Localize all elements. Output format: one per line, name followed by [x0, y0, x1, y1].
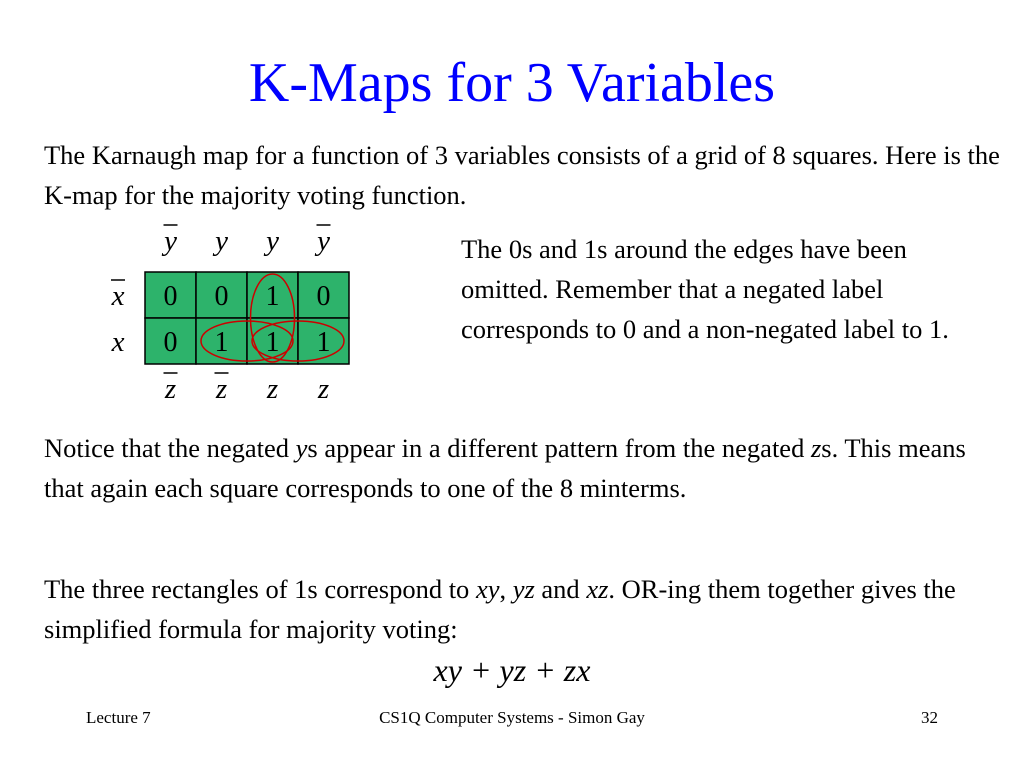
kmap-row-label: x: [111, 326, 125, 358]
edge-note-paragraph: The 0s and 1s around the edges have been omitted. Remember that a negated label corresponds to 0 and a non-negated label to 1.: [461, 234, 949, 344]
kmap-col-bottom-label: z: [317, 373, 330, 405]
notice-var-z: z: [810, 433, 822, 463]
kmap-cell-value: 1: [265, 281, 280, 312]
rect-sep-1: ,: [499, 574, 513, 604]
notice-paragraph: [44, 428, 984, 508]
kmap-cell-value: 1: [316, 327, 331, 358]
intro-paragraph: The Karnaugh map for a function of 3 variables consists of a grid of 8 squares. Here is the K-map for the majority voting function.: [44, 140, 1000, 210]
kmap-col-top-label: y: [215, 225, 228, 257]
rect-sep-2: and: [534, 574, 587, 604]
notice-text-1: Notice that the negated: [44, 433, 296, 463]
kmap-cell-value: 0: [316, 281, 331, 312]
footer-course: CS1Q Computer Systems - Simon Gay: [379, 708, 645, 727]
rect-text-1: The three rectangles of 1s correspond to: [44, 574, 476, 604]
kmap-cell-value: 1: [265, 327, 280, 358]
slide-title: K-Maps for 3 Variables: [248, 52, 776, 114]
notice-var-y: y: [295, 433, 308, 463]
footer-page-number: 32: [921, 708, 938, 727]
kmap-col-top-label: y: [266, 225, 279, 257]
kmap-cell-value: 0: [163, 327, 178, 358]
kmap-col-bottom-label: z: [215, 373, 228, 405]
majority-formula: xy + yz + zx: [433, 652, 591, 688]
kmap-col-top-label: y: [317, 225, 330, 257]
notice-text-2: s appear in a different pattern from the negated: [307, 433, 811, 463]
kmap-cell-value: 0: [214, 281, 229, 312]
term-yz: yz: [512, 574, 535, 604]
kmap-row-label: x: [111, 280, 125, 312]
term-xz: xz: [586, 574, 609, 604]
kmap-cell-value: 0: [163, 281, 178, 312]
kmap-col-top-label: y: [164, 225, 177, 257]
kmap-cell-value: 1: [214, 327, 229, 358]
footer-lecture: Lecture 7: [86, 708, 151, 727]
rect-text-2: . OR-ing them together gives the simplified formula for majority voting:: [44, 574, 956, 644]
term-xy: xy: [475, 574, 500, 604]
notice-text-3: s. This means that again each square corresponds to one of the 8 minterms.: [44, 433, 966, 503]
kmap-col-bottom-label: z: [164, 373, 177, 405]
rectangles-paragraph: [44, 569, 1004, 649]
kmap-col-bottom-label: z: [266, 373, 279, 405]
